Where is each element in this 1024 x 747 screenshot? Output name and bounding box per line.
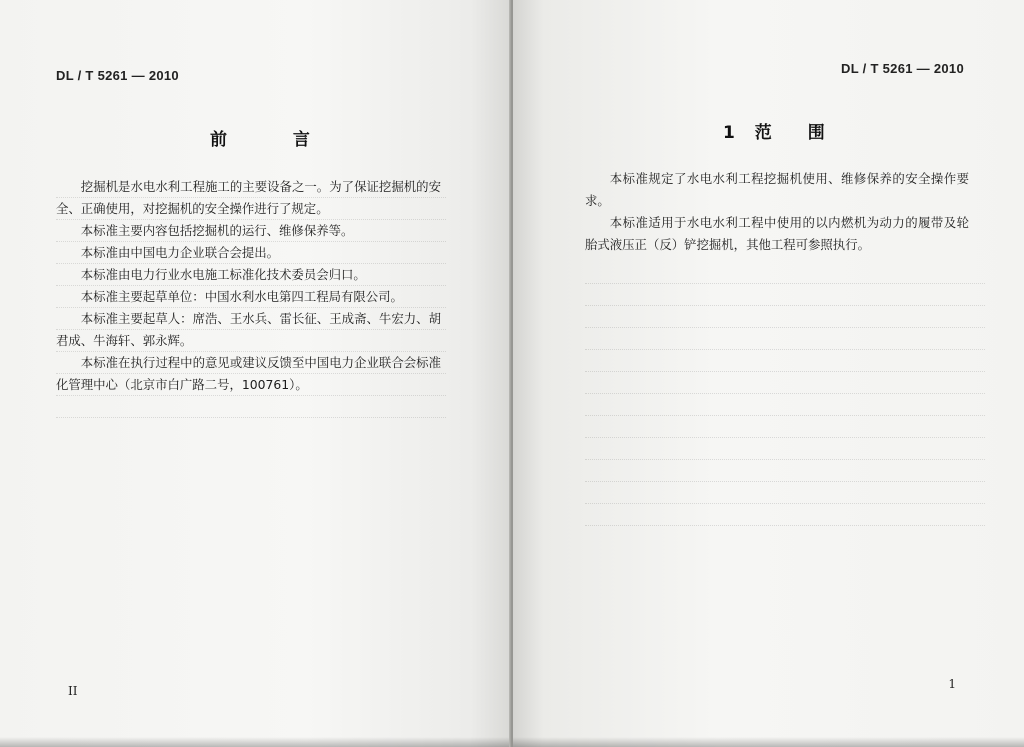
- foreword-paragraph: 本标准主要起草人：席浩、王水兵、雷长征、王成斋、牛宏力、胡君成、牛海轩、郭永辉。: [56, 311, 441, 348]
- section-number: 1: [723, 123, 735, 143]
- right-page: [513, 0, 1024, 747]
- standard-code-header: DL / T 5261 — 2010: [56, 68, 179, 83]
- foreword-paragraph: 挖掘机是水电水利工程施工的主要设备之一。为了保证挖掘机的安全、正确使用，对挖掘机的安全操作进行了规定。: [56, 179, 441, 216]
- foreword-body: [56, 176, 441, 396]
- page-number: II: [68, 684, 78, 698]
- bleed-through-lines: [585, 262, 985, 526]
- scope-heading: [723, 118, 829, 143]
- foreword-paragraph: 本标准由电力行业水电施工标准化技术委员会归口。: [80, 267, 366, 282]
- foreword-paragraph: 本标准在执行过程中的意见或建议反馈至中国电力企业联合会标准化管理中心（北京市白广路二号，100761）。: [56, 355, 441, 392]
- scope-paragraph: 本标准适用于水电水利工程中使用的以内燃机为动力的履带及轮胎式液压正（反）铲挖掘机，其他工程可参照执行。: [585, 215, 969, 252]
- page-edge-shadow: [0, 737, 511, 747]
- scope-paragraph: 本标准规定了水电水利工程挖掘机使用、维修保养的安全操作要求。: [585, 171, 969, 208]
- scope-body: [585, 168, 969, 256]
- section-title-part: 围: [807, 123, 829, 143]
- foreword-heading: 前 言: [210, 130, 340, 150]
- standard-code-header: DL / T 5261 — 2010: [841, 61, 964, 76]
- foreword-paragraph: 本标准由中国电力企业联合会提出。: [80, 245, 280, 260]
- page-number: 1: [948, 677, 956, 691]
- left-page: [0, 0, 511, 747]
- section-title-part: 范: [754, 123, 776, 143]
- foreword-paragraph: 本标准主要内容包括挖掘机的运行、维修保养等。: [80, 223, 354, 238]
- page-edge-shadow: [513, 737, 1024, 747]
- foreword-paragraph: 本标准主要起草单位：中国水利水电第四工程局有限公司。: [80, 289, 403, 304]
